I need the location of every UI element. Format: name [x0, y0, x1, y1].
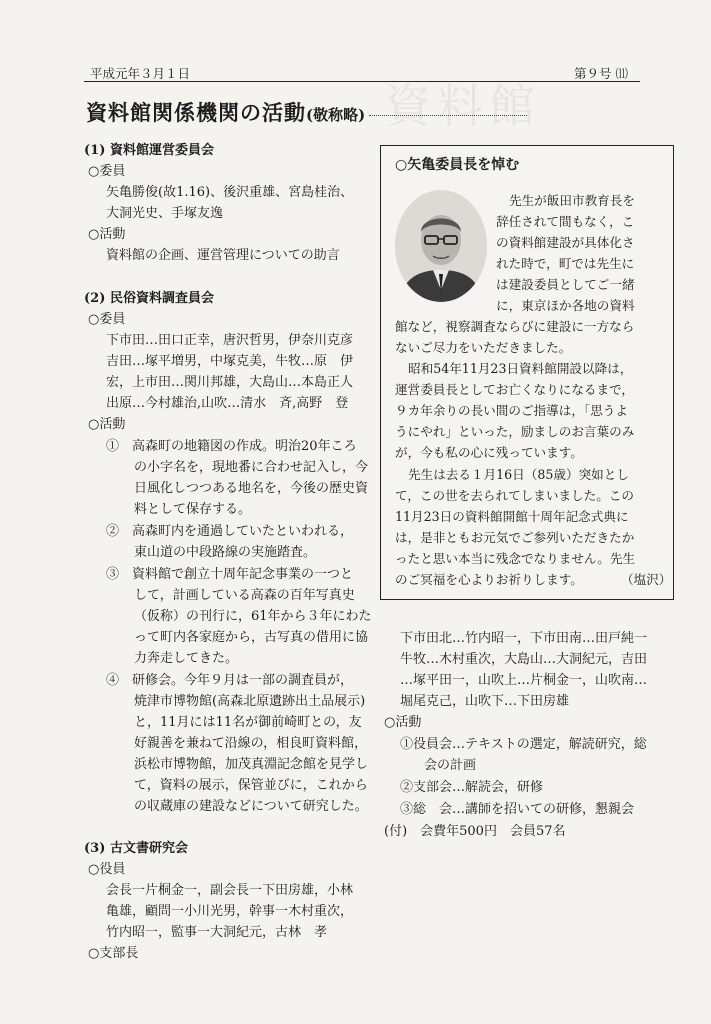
- branch-line: 堀尾克己，山吹下…下田房雄: [400, 694, 570, 709]
- memorial-line: は，是非ともお元気でご参列いただきたか: [395, 530, 635, 545]
- activity-item-3-line: 力奔走してきた。: [134, 651, 239, 666]
- activity-item-4: ④ 研修会。今年９月は一部の調査員が，: [106, 673, 354, 688]
- section1-heading: [84, 140, 214, 161]
- section2-activity-label: ○活動: [88, 417, 126, 432]
- section3-title: 古文書研究会: [110, 841, 189, 856]
- page-title: [86, 97, 666, 129]
- section1-number: (1): [84, 143, 106, 158]
- memorial-box: [380, 145, 674, 600]
- section1-activity-text: 資料館の企画、運営管理についての助言: [106, 248, 340, 263]
- activity-item-1-line: 日風化しつつある地名を，今後の歴史資: [134, 481, 369, 496]
- right-activity-item: ②支部会…解読会，研修: [400, 780, 544, 795]
- activity-item-2-line: 東山道の中段路線の実施踏査。: [134, 545, 317, 560]
- memorial-line: に，東京ほか各地の資料: [496, 298, 635, 313]
- activity-item-1: ① 高森町の地籍図の作成。明治20年ころ: [106, 439, 357, 454]
- memorial-line: 先生は去る１月16日（85歳）突如とし: [408, 467, 629, 482]
- activity-item-4-line: て，資料の展示，保管並びに，これから: [134, 778, 368, 793]
- section2-heading: [84, 288, 214, 309]
- section1-activity-label: ○活動: [88, 227, 126, 242]
- section3-member-line: 亀雄，顧問一小川光男，幹事一木村重次，: [106, 904, 354, 919]
- memorial-line: は建設委員としてご一緒: [496, 277, 635, 292]
- memorial-line: て，この世を去られてしまいました。この: [395, 488, 635, 503]
- activity-item-2: ② 高森町内を通過していたといわれる，: [106, 524, 354, 539]
- bleed-through-text: 資料館: [385, 79, 541, 133]
- branch-line: 下市田北…竹内昭一，下市田南…田戸純一: [400, 631, 648, 646]
- activity-mark: ④: [106, 673, 120, 688]
- activity-item-4-line: の収蔵庫の建設などについて研究した。: [134, 799, 368, 814]
- memorial-line: ９カ年余りの長い間のご指導は，「思うよ: [395, 403, 628, 418]
- memorial-line: 11月23日の資料館開館十周年記念式典に: [395, 509, 629, 524]
- section2-number: (2): [84, 291, 106, 306]
- activity-mark: ①: [106, 439, 120, 454]
- issue-date: 平成元年３月１日: [90, 66, 191, 81]
- membership-fee: (付) 会費年500円 会員57名: [384, 824, 566, 839]
- right-activity-item: 会の計画: [424, 758, 477, 773]
- section1-members-label: ○委員: [88, 164, 126, 179]
- memorial-line: 辞任されて間もなく，こ: [496, 214, 635, 229]
- activity-item-3: ③ 資料館で創立十周年記念事業の一つと: [106, 567, 354, 582]
- activity-item-4-line: 焼津市博物館(高森北原遺跡出土品展示): [134, 694, 366, 709]
- section3-members-label: ○役員: [88, 862, 126, 877]
- section3-branch-label: ○支部長: [88, 946, 139, 961]
- activity-item-4-line: と，11月には11名が御前崎町との，友: [134, 715, 362, 730]
- memorial-line: 運営委員長としてお亡くなりになるまで，: [395, 382, 635, 397]
- memorial-line: ないご尽力をいただきました。: [395, 340, 572, 355]
- memorial-line: の資料館建設が具体化さ: [496, 235, 635, 250]
- memorial-author: （塩沢）: [621, 572, 672, 587]
- section3-number: (3): [84, 841, 106, 856]
- section2-member-line: 吉田…塚平増男，中塚克美，牛牧…原 伊: [106, 354, 354, 369]
- activity-item-1-line: の小字名を，現地番に合わせ記入し，今: [134, 460, 369, 475]
- issue-page-number: 第９号 ⑾: [574, 66, 628, 81]
- section2-title: 民俗資料調査員会: [110, 291, 215, 306]
- branch-line: 牛牧…木村重次，大島山…大洞紀元，吉田: [400, 652, 648, 667]
- section1-member-line: 矢亀勝俊(故1.16)、後沢重雄、宮島桂治、: [106, 185, 354, 200]
- title-main: 資料館関係機関の活動: [86, 100, 306, 125]
- section2-member-line: 出原…今村雄治,山吹…清水 斉,高野 登: [106, 396, 349, 411]
- section2-member-line: 宏，上市田…関川邦雄，大島山…本島正人: [106, 375, 354, 390]
- memorial-line: ったと思い本当に残念でなりません。先生: [395, 551, 636, 566]
- title-sub: (敬称略): [306, 106, 366, 124]
- branch-line: …塚平田一，山吹上…片桐金一，山吹南…: [400, 673, 648, 688]
- activity-item-4-line: 浜松市博物館，加茂真淵記念館を見学し: [134, 757, 369, 772]
- memorial-line: れた時で，町では先生に: [496, 256, 635, 271]
- memorial-line: うにやれ」といった，励ましのお言葉のみ: [395, 424, 635, 439]
- section1-title: 資料館運営委員会: [110, 143, 215, 158]
- section3-member-line: 竹内昭一，監事一大洞紀元，古林 孝: [106, 925, 328, 940]
- activity-item-3-line: って町内各家庭から，古写真の借用に協: [134, 630, 369, 645]
- memorial-title: ○矢亀委員長を悼む: [395, 157, 520, 173]
- section3-member-line: 会長一片桐金一，副会長一下田房雄，小林: [106, 883, 354, 898]
- section2-member-line: 下市田…田口正幸，唐沢哲男，伊奈川克彦: [106, 333, 354, 348]
- memorial-line: 館など，視察調査ならびに建設に一方なら: [395, 319, 635, 334]
- page-header: [84, 62, 640, 82]
- activity-item-1-line: 料として保存する。: [134, 502, 252, 517]
- section2-members-label: ○委員: [88, 312, 126, 327]
- title-dotted-leader: [369, 115, 527, 116]
- memorial-line: のご冥福を心よりお祈りします。: [395, 572, 583, 587]
- portrait-image: [395, 190, 487, 302]
- right-activity-label: ○活動: [384, 715, 422, 730]
- activity-item-3-line: して，計画している高森の百年写真史: [134, 588, 355, 603]
- memorial-line: 先生が飯田市教育長を: [509, 193, 635, 208]
- memorial-line: が，今も私の心に残っています。: [395, 445, 583, 460]
- activity-item-3-line: （仮称）の刊行に，61年から３年にわた: [134, 609, 372, 624]
- portrait-photo: [395, 190, 487, 302]
- memorial-line: 昭和54年11月23日資料館開設以降は，: [408, 361, 633, 376]
- activity-mark: ②: [106, 524, 120, 539]
- right-activity-item: ③総 会…講師を招いての研修，懇親会: [400, 802, 635, 817]
- activity-mark: ③: [106, 567, 120, 582]
- right-activity-item: ①役員会…テキストの選定，解読研究，総: [400, 737, 647, 752]
- header-rule: [84, 81, 640, 82]
- section3-heading: [84, 838, 188, 859]
- activity-item-4-line: 好親善を兼ねて沿線の，相良町資料館，: [134, 736, 368, 751]
- section1-member-line: 大洞光史、手塚友逸: [106, 206, 224, 221]
